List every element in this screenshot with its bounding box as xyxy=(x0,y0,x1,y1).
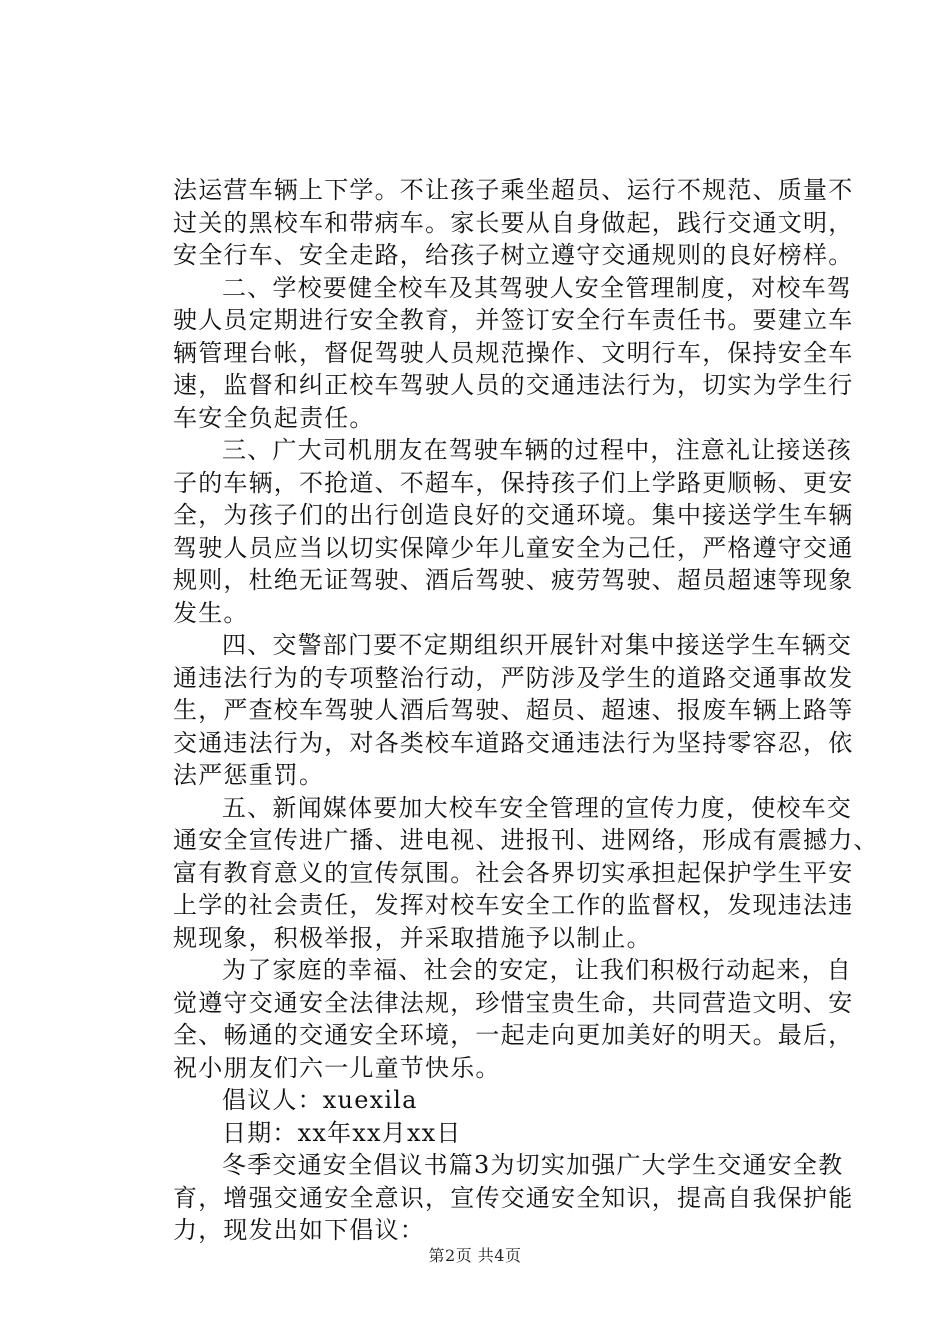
text-line: 上学的社会责任，发挥对校车安全工作的监督权，发现违法违 xyxy=(173,891,854,919)
text-line: 三、广大司机朋友在驾驶车辆的过程中，注意礼让接送孩 xyxy=(222,436,852,464)
text-line: 生，严查校车驾驶人酒后驾驶、超员、超速、报废车辆上路等 xyxy=(173,696,854,724)
text-line: 过关的黑校车和带病车。家长要从自身做起，践行交通文明， xyxy=(173,208,854,237)
text-line: 力，现发出如下倡议： xyxy=(173,1216,425,1244)
text-line: 驾驶人员应当以切实保障少年儿童安全为己任，严格遵守交通 xyxy=(173,533,854,562)
text-line: 觉遵守交通安全法律法规，珍惜宝贵生命，共同营造文明、安 xyxy=(173,988,854,1017)
text-line: 法严惩重罚。 xyxy=(173,761,325,789)
text-line: 通违法行为的专项整治行动，严防涉及学生的道路交通事故发 xyxy=(173,663,854,692)
text-line: 发生。 xyxy=(173,598,249,627)
text-line: 交通违法行为，对各类校车道路交通违法行为坚持零容忍，依 xyxy=(173,728,854,757)
text-line: 五、新闻媒体要加大校车安全管理的宣传力度，使校车交 xyxy=(222,793,852,822)
text-line: 通安全宣传进广播、进电视、进报刊、进网络，形成有震撼力、 xyxy=(173,826,879,854)
text-line: 祝小朋友们六一儿童节快乐。 xyxy=(173,1053,501,1082)
text-line: 冬季交通安全倡议书篇3为切实加强广大学生交通安全教 xyxy=(222,1151,844,1179)
document-body xyxy=(173,174,879,1247)
text-line: 速，监督和纠正校车驾驶人员的交通违法行为，切实为学生行 xyxy=(173,371,854,399)
text-line: 辆管理台帐，督促驾驶人员规范操作、文明行车，保持安全车 xyxy=(173,338,854,367)
text-line: 全、畅通的交通安全环境，一起走向更加美好的明天。最后， xyxy=(173,1021,854,1049)
text-line: 育，增强交通安全意识，宣传交通安全知识，提高自我保护能 xyxy=(173,1183,854,1212)
text-line: 规则，杜绝无证驾驶、酒后驾驶、疲劳驾驶、超员超速等现象 xyxy=(173,566,854,594)
text-line: 法运营车辆上下学。不让孩子乘坐超员、运行不规范、质量不 xyxy=(173,176,854,204)
page-footer: 第2页 共4页 xyxy=(428,1246,522,1265)
text-line: 安全行车、安全走路，给孩子树立遵守交通规则的良好榜样。 xyxy=(173,241,854,269)
text-line: 为了家庭的幸福、社会的安定，让我们积极行动起来，自 xyxy=(222,956,852,984)
text-line: 倡议人：xuexila xyxy=(222,1086,418,1114)
text-line: 车安全负起责任。 xyxy=(173,403,375,432)
text-line: 四、交警部门要不定期组织开展针对集中接送学生车辆交 xyxy=(222,631,852,659)
text-line: 富有教育意义的宣传氛围。社会各界切实承担起保护学生平安 xyxy=(173,858,854,887)
text-line: 二、学校要健全校车及其驾驶人安全管理制度，对校车驾 xyxy=(222,273,852,302)
text-line: 规现象，积极举报，并采取措施予以制止。 xyxy=(173,923,652,952)
text-line: 子的车辆，不抢道、不超车，保持孩子们上学路更顺畅、更安 xyxy=(173,468,854,497)
text-line: 全，为孩子们的出行创造良好的交通环境。集中接送学生车辆 xyxy=(173,501,854,529)
text-line: 日期：xx年xx月xx日 xyxy=(222,1118,462,1147)
text-line: 驶人员定期进行安全教育，并签订安全行车责任书。要建立车 xyxy=(173,306,854,334)
